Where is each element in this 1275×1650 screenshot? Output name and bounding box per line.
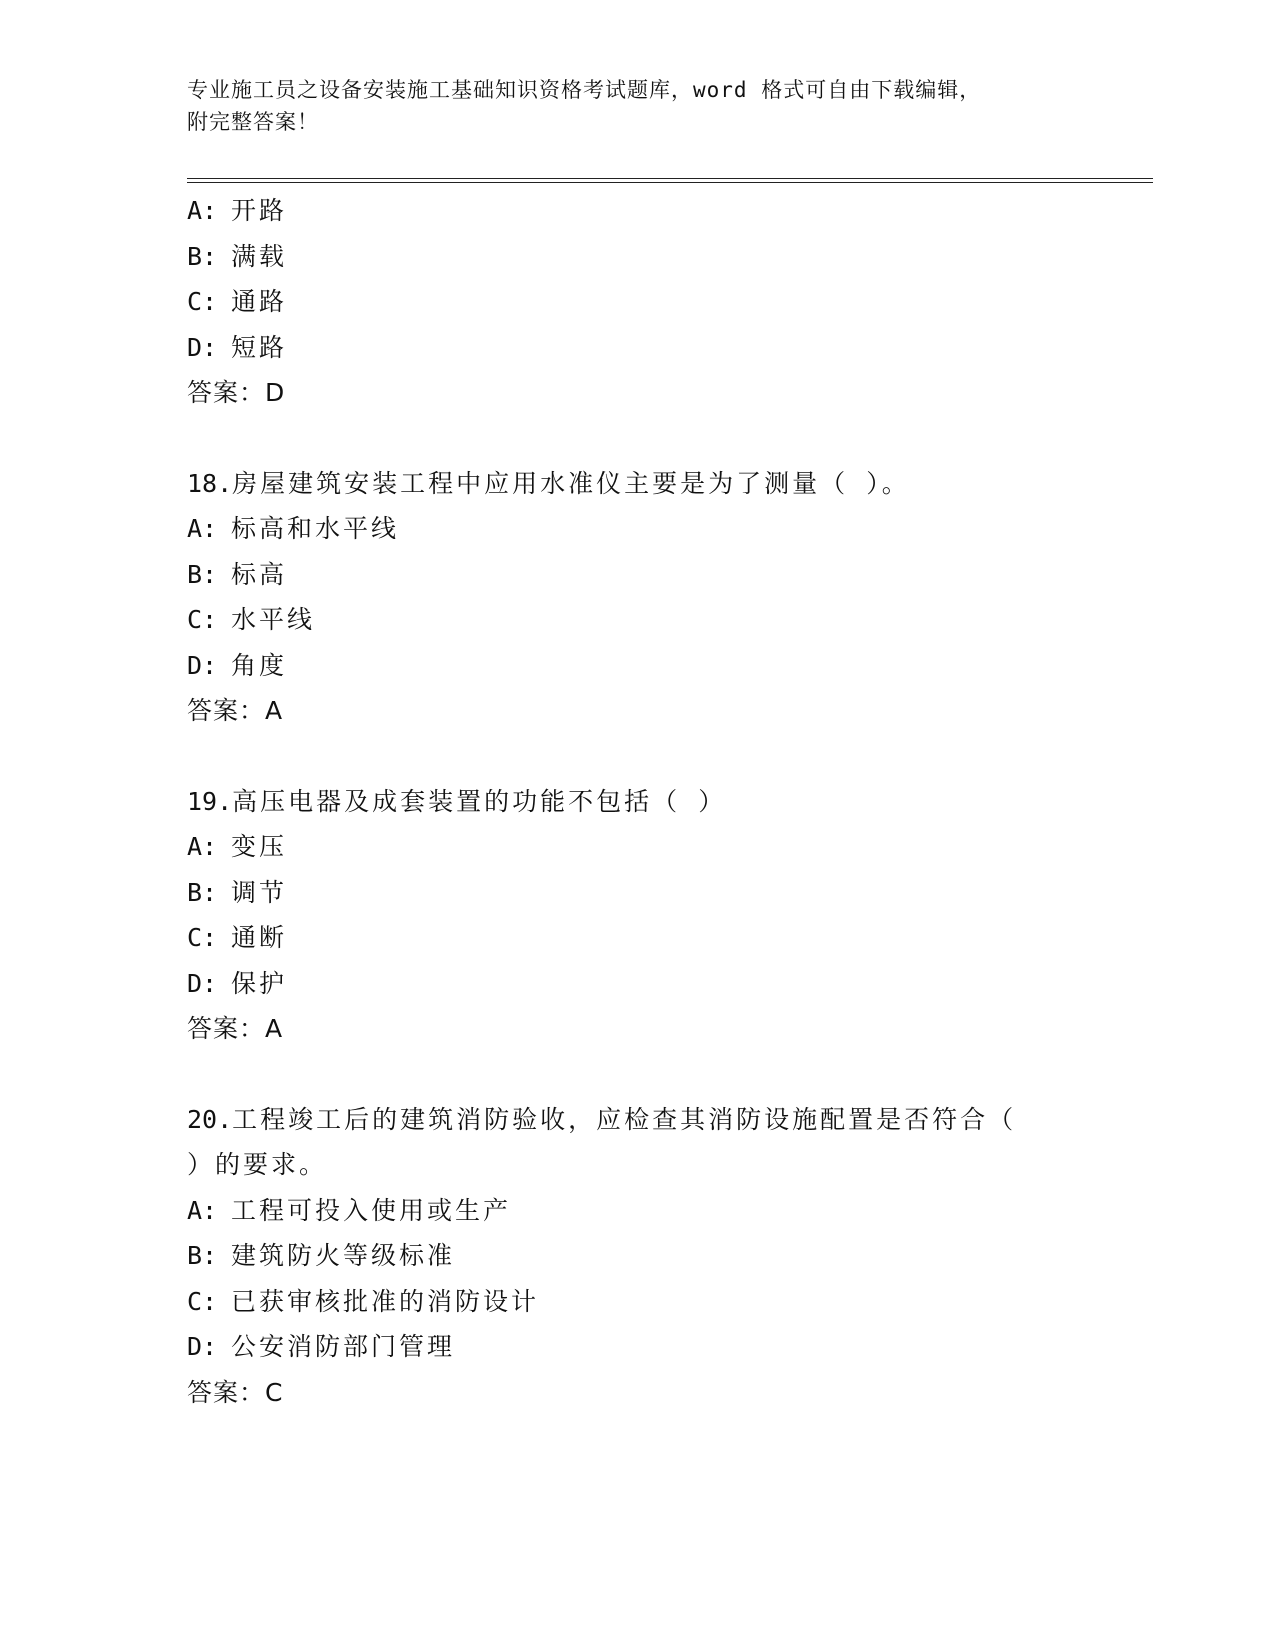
header-divider-top [187,178,1153,179]
header-line-1: 专业施工员之设备安装施工基础知识资格考试题库，word 格式可自由下载编辑， [187,78,982,102]
question-number: 20. [187,1104,233,1134]
question-text: 房屋建筑安装工程中应用水准仪主要是为了测量（ ）。 [232,468,910,498]
question-20 [187,1097,1153,1416]
question-stem-continued: ）的要求。 [187,1150,328,1179]
option-text: 建筑防火等级标准 [231,1241,456,1270]
option-letter: A: [187,514,218,543]
option-text: 已获审核批准的消防设计 [231,1286,540,1316]
question-stem [187,779,1153,825]
answer-line: 答案：A [187,1014,284,1043]
header-line-2: 附完整答案！ [187,110,319,134]
question-text: 高压电器及成套装置的功能不包括（ ） [232,786,727,816]
option-text: 通路 [231,287,288,316]
answer-line: 答案：A [187,696,284,725]
question-stem [187,1097,1153,1143]
option-a [187,506,1153,552]
option-text: 标高 [231,559,288,589]
option-text: 调节 [231,877,288,907]
option-text: 开路 [231,196,288,225]
option-text: 短路 [231,332,288,362]
option-text: 标高和水平线 [231,514,400,543]
question-number: 18. [187,468,233,498]
option-text: 满载 [231,241,288,271]
question-text: 工程竣工后的建筑消防验收，应检查其消防设施配置是否符合（ [232,1104,1017,1134]
option-d [187,643,1153,689]
option-letter: B: [187,877,218,907]
option-letter: A: [187,832,218,861]
option-b [187,552,1153,598]
option-letter: C: [187,923,218,952]
option-c [187,915,1153,961]
question-17 [187,188,1153,416]
option-text: 通断 [231,923,288,952]
option-d [187,961,1153,1007]
header-divider-bottom [187,182,1153,183]
answer-line: 答案：D [187,378,286,407]
option-text: 变压 [231,832,288,861]
option-letter: A: [187,1195,218,1225]
answer-line: 答案：C [187,1377,284,1407]
option-text: 公安消防部门管理 [231,1332,456,1361]
option-letter: B: [187,1241,218,1270]
option-d [187,325,1153,371]
option-letter: C: [187,605,218,634]
option-letter: D: [187,332,218,362]
option-text: 角度 [231,650,288,680]
document-header [187,74,1087,138]
option-letter: B: [187,559,218,589]
question-number: 19. [187,786,233,816]
option-letter: C: [187,287,218,316]
question-18 [187,461,1153,734]
option-a [187,1188,1153,1234]
option-letter: D: [187,650,218,680]
question-list [187,188,1153,1415]
option-c [187,279,1153,325]
spacer [187,734,1153,779]
option-letter: D: [187,1332,218,1361]
option-b [187,1233,1153,1279]
option-a [187,188,1153,234]
option-b [187,870,1153,916]
spacer [187,1052,1153,1097]
option-letter: C: [187,1286,218,1316]
question-stem [187,461,1153,507]
option-c [187,1279,1153,1325]
option-b [187,234,1153,280]
option-letter: B: [187,241,218,271]
option-text: 保护 [231,968,288,998]
option-text: 水平线 [231,605,316,634]
option-c [187,597,1153,643]
question-19 [187,779,1153,1052]
spacer [187,416,1153,461]
option-text: 工程可投入使用或生产 [231,1195,512,1225]
option-a [187,824,1153,870]
option-d [187,1324,1153,1370]
option-letter: A: [187,196,218,225]
option-letter: D: [187,968,218,998]
